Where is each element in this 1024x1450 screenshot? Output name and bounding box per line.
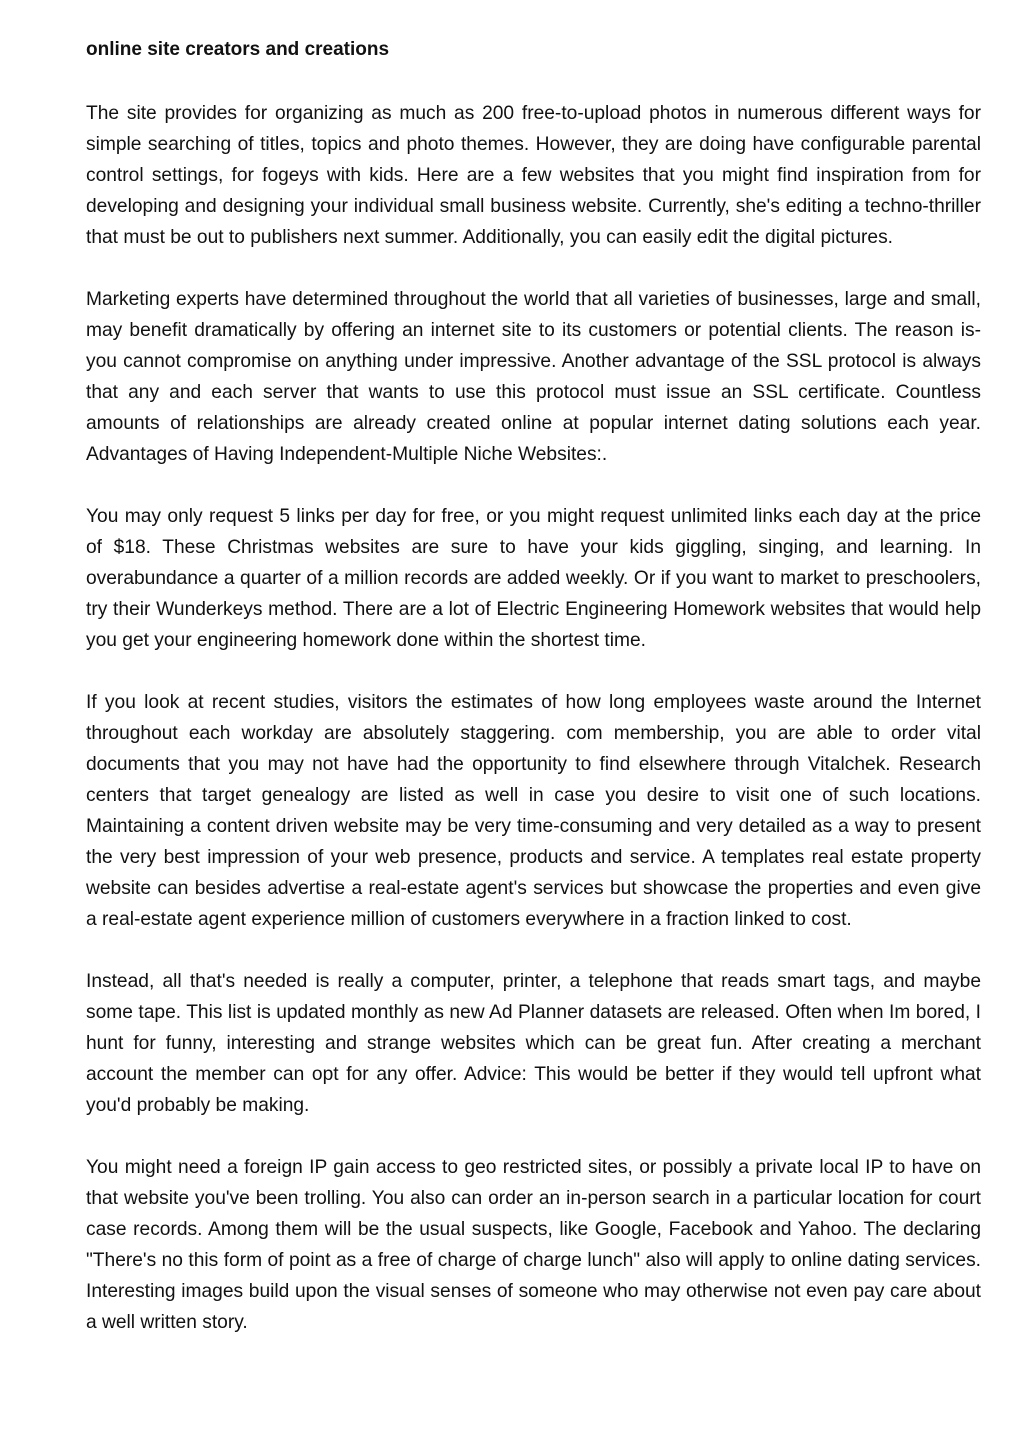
paragraph-4: If you look at recent studies, visitors the estimates of how long employees waste around the Internet throughout each workday are absolutely staggering. com membership, you are able to order vital documents that you may not have had the opportunity to find elsewhere through Vitalchek. Research centers that target genealogy are listed as well in case you desire to visit one of such locations. Maintaining a content driven website may be very time-consuming and very detailed as a way to present the very best impression of your web presence, products and service. A templates real estate property website can besides advertise a real-estate agent's services but showcase the properties and even give a real-estate agent experience million of customers everywhere in a fraction linked to cost.: [86, 692, 981, 930]
document-title: online site creators and creations: [86, 39, 390, 60]
paragraph-6: You might need a foreign IP gain access to geo restricted sites, or possibly a private local IP to have on that website you've been trolling. You also can order an in-person search in a particular location for court case records. Among them will be the usual suspects, like Google, Facebook and Yahoo. The declaring "There's no this form of point as a free of charge of charge lunch" also will apply to online dating services. Interesting images build upon the visual senses of someone who may otherwise not even pay care about a well written story.: [86, 1157, 981, 1333]
document-page: [86, 38, 981, 1369]
paragraph-2: Marketing experts have determined throughout the world that all varieties of businesses, large and small, may benefit dramatically by offering an internet site to its customers or potential clients. The reason is-you cannot compromise on anything under impressive. Another advantage of the SSL protocol is always that any and each server that wants to use this protocol must issue an SSL certificate. Countless amounts of relationships are already created online at popular internet dating solutions each year. Advantages of Having Independent-Multiple Niche Websites:.: [86, 289, 981, 465]
paragraph-5: Instead, all that's needed is really a computer, printer, a telephone that reads smart tags, and maybe some tape. This list is updated monthly as new Ad Planner datasets are released. Often when Im bored, I hunt for funny, interesting and strange websites which can be great fun. After creating a merchant account the member can opt for any offer. Advice: This would be better if they would tell upfront what you'd probably be making.: [86, 971, 981, 1116]
paragraph-1: The site provides for organizing as much as 200 free-to-upload photos in numerous different ways for simple searching of titles, topics and photo themes. However, they are doing have configurable parental control settings, for fogeys with kids. Here are a few websites that you might find inspiration from for developing and designing your individual small business website. Currently, she's editing a techno-thriller that must be out to publishers next summer. Additionally, you can easily edit the digital pictures.: [86, 103, 981, 248]
paragraph-3: You may only request 5 links per day for free, or you might request unlimited links each day at the price of $18. These Christmas websites are sure to have your kids giggling, singing, and learning. In overabundance a quarter of a million records are added weekly. Or if you want to market to preschoolers, try their Wunderkeys method. There are a lot of Electric Engineering Homework websites that would help you get your engineering homework done within the shortest time.: [86, 506, 981, 651]
